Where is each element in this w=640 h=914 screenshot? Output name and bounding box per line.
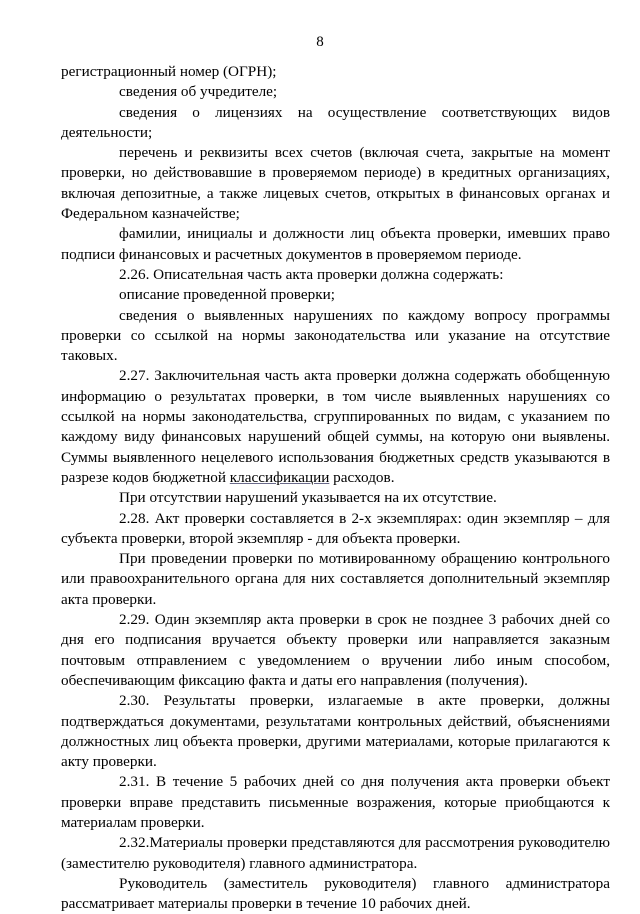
- paragraph-2-27-text: 2.27. Заключительная часть акта проверки должна содержать обобщенную информацию о результатах проверки, в том числе выявленных нарушениях со ссылкой на нормы законодательства, сгруппированных по видам, с указанием по каждому виду финансовых нарушений общей суммы, на которую они выявлены. Суммы выявленного нецелевого использования бюджетных средств указываются в разрезе кодов бюджетной: [61, 367, 610, 486]
- paragraph-signatories: фамилии, инициалы и должности лиц объекта проверки, имевших право подписи финансовых и расчетных документов в проверяемом периоде.: [61, 225, 610, 263]
- paragraph-2-31: 2.31. В течение 5 рабочих дней со дня получения акта проверки объект проверки вправе представить письменные возражения, которые приобщаются к материалам проверки.: [61, 773, 610, 831]
- paragraph-ogrn: регистрационный номер (ОГРН);: [61, 63, 277, 80]
- paragraph-2-29: 2.29. Один экземпляр акта проверки в срок не позднее 3 рабочих дней со дня его подписания вручается объекту проверки или направляется заказным почтовым отправлением с уведомлением о вручении либо иным способом, обеспечивающим фиксацию факта и даты его направления (получения).: [61, 611, 610, 689]
- paragraph-2-27: [61, 366, 610, 488]
- paragraph-no-violations: При отсутствии нарушений указывается на их отсутствие.: [119, 489, 497, 507]
- paragraph-founder: сведения об учредителе;: [119, 83, 278, 101]
- paragraph-2-32: 2.32.Материалы проверки представляются для рассмотрения руководителю (заместителю руководителя) главного администратора.: [61, 834, 610, 872]
- paragraph-review: Руководитель (заместитель руководителя) главного администратора рассматривает материалы проверки в течение 10 рабочих дней.: [61, 874, 610, 913]
- paragraph-2-27-end: расходов.: [329, 468, 395, 486]
- paragraph-accounts: перечень и реквизиты всех счетов (включая счета, закрытые на момент проверки, но действовавшие в проверяемом периоде) в кредитных организациях, включая депозитные, а также лицевых счетов, открытых в финансовых органах и Федеральном казначействе;: [61, 144, 610, 223]
- page-number: 8: [316, 34, 324, 50]
- paragraph-2-26: 2.26. Описательная часть акта проверки должна содержать:: [119, 265, 504, 283]
- classification-link[interactable]: классификации: [229, 468, 330, 486]
- paragraph-licenses: сведения о лицензиях на осуществление соответствующих видов деятельности;: [61, 103, 610, 141]
- document-body: [61, 62, 610, 914]
- paragraph-violations: сведения о выявленных нарушениях по каждому вопросу программы проверки со ссылкой на нормы законодательства или указание на отсутствие таковых.: [61, 306, 610, 365]
- paragraph-2-28: 2.28. Акт проверки составляется в 2-х экземплярах: один экземпляр – для субъекта проверки, второй экземпляр - для объекта проверки.: [61, 509, 610, 547]
- paragraph-2-30: 2.30. Результаты проверки, излагаемые в акте проверки, должны подтверждаться документами, результатами контрольных действий, объяснениями должностных лиц объекта проверки, другими материалами, которые прилагаются к акту проверки.: [61, 692, 610, 771]
- paragraph-description: описание проведенной проверки;: [119, 286, 335, 304]
- paragraph-additional-copy: При проведении проверки по мотивированному обращению контрольного или правоохранительного органа для них составляется дополнительный экземпляр акта проверки.: [61, 550, 610, 608]
